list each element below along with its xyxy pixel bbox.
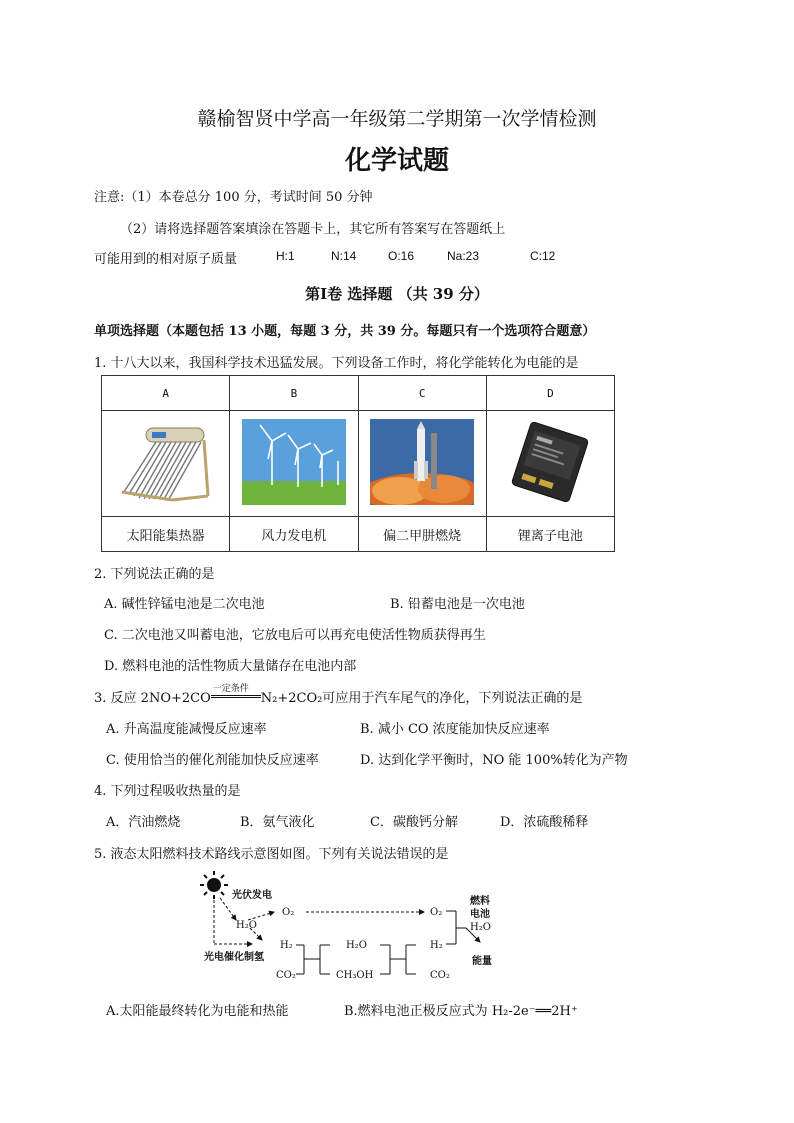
diagram-energy: 能量 — [472, 956, 492, 967]
diagram-photo-label: 光电催化制氢 — [204, 952, 264, 963]
q4-option-c: C．碳酸钙分解 — [370, 815, 458, 830]
diagram-fuel-cell-1: 燃料 — [470, 896, 490, 907]
diagram-o2-right: O₂ — [430, 907, 443, 918]
q1-option-image-a — [102, 411, 230, 517]
sun-icon — [200, 871, 228, 899]
wind-turbine-icon — [242, 419, 346, 505]
note-2: （2）请将选择题答案填涂在答题卡上，其它所有答案写在答题纸上 — [120, 222, 506, 237]
q1-option-caption-c: 偏二甲肼燃烧 — [358, 517, 486, 552]
q2-option-b: B. 铅蓄电池是一次电池 — [390, 597, 525, 612]
solar-fuel-diagram — [196, 868, 506, 984]
q1-options-table — [101, 375, 615, 552]
diagram-o2-left: O₂ — [282, 907, 295, 918]
q1-option-letter-b: B — [230, 376, 358, 411]
atomic-mass-o: O:16 — [388, 249, 415, 263]
q3-stem — [94, 684, 583, 706]
q2-stem: 2. 下列说法正确的是 — [94, 567, 215, 582]
atomic-mass-h: H:1 — [276, 249, 295, 263]
q3-stem-prefix: 3. 反应 2NO+2CO — [94, 691, 211, 706]
q3-option-c: C. 使用恰当的催化剂能加快反应速率 — [106, 753, 319, 768]
q5-stem: 5. 液态太阳燃料技术路线示意图如图。下列有关说法错误的是 — [94, 847, 449, 862]
diagram-fuel-cell-2: 电池 — [470, 909, 490, 920]
diagram-h2-left: H₂ — [280, 940, 293, 951]
diagram-h2-right: H₂ — [430, 940, 443, 951]
q3-option-d: D. 达到化学平衡时，NO 能 100%转化为产物 — [360, 753, 628, 768]
q2-option-a: A. 碱性锌锰电池是二次电池 — [104, 597, 265, 612]
q1-option-image-b — [230, 411, 358, 517]
q1-option-caption-b: 风力发电机 — [230, 517, 358, 552]
q1-option-letter-d: D — [486, 376, 614, 411]
q2-option-c: C. 二次电池又叫蓄电池，它放电后可以再充电使活性物质获得再生 — [104, 628, 486, 643]
q1-option-image-c — [358, 411, 486, 517]
note-1: 注意:（1）本卷总分 100 分，考试时间 50 分钟 — [94, 190, 373, 205]
solar-heater-icon — [116, 422, 216, 502]
q1-option-letter-c: C — [358, 376, 486, 411]
diagram-h2o-left: H₂O — [236, 920, 257, 931]
diagram-co2-right: CO₂ — [430, 970, 450, 981]
battery-icon — [500, 419, 600, 505]
rocket-launch-icon — [370, 419, 474, 505]
q3-condition-arrow — [211, 684, 261, 702]
diagram-h2o-mid: H₂O — [346, 940, 367, 951]
q4-option-d: D．浓硫酸稀释 — [500, 815, 589, 830]
atomic-mass-na: Na:23 — [447, 249, 480, 263]
diagram-h2o-right: H₂O — [470, 922, 491, 933]
q3-stem-suffix: N₂+2CO₂可应用于汽车尾气的净化，下列说法正确的是 — [260, 691, 583, 706]
q3-option-a: A. 升高温度能减慢反应速率 — [106, 722, 267, 737]
q2-option-d: D. 燃料电池的活性物质大量储存在电池内部 — [104, 659, 357, 674]
diagram-co2-left: CO₂ — [276, 970, 296, 981]
q1-stem: 1. 十八大以来，我国科学技术迅猛发展。下列设备工作时，将化学能转化为电能的是 — [94, 356, 579, 371]
q5-option-b: B.燃料电池正极反应式为 H₂-2e⁻══2H⁺ — [344, 1004, 578, 1019]
q4-stem: 4. 下列过程吸收热量的是 — [94, 784, 241, 799]
q5-option-a: A.太阳能最终转化为电能和热能 — [106, 1004, 289, 1019]
section-title: 第Ⅰ卷 选择题 （共 39 分） — [305, 285, 489, 303]
atomic-label: 可能用到的相对原子质量 — [94, 252, 238, 267]
q3-condition-text: 一定条件 — [212, 684, 249, 694]
section-instructions: 单项选择题（本题包括 13 小题，每题 3 分，共 39 分。每题只有一个选项符合题意） — [94, 324, 596, 339]
exam-subtitle: 化学试题 — [344, 146, 449, 176]
q4-option-b: B．氨气液化 — [240, 815, 315, 830]
exam-title: 赣榆智贤中学高一年级第二学期第一次学情检测 — [197, 108, 597, 130]
q3-option-b: B. 减小 CO 浓度能加快反应速率 — [360, 722, 550, 737]
atomic-mass-c: C:12 — [530, 249, 556, 263]
q1-option-image-d — [486, 411, 614, 517]
q1-option-caption-d: 锂离子电池 — [486, 517, 614, 552]
diagram-pv-label: 光伏发电 — [232, 890, 272, 901]
q1-option-caption-a: 太阳能集热器 — [102, 517, 230, 552]
q1-option-letter-a: A — [102, 376, 230, 411]
diagram-ch3oh: CH₃OH — [336, 970, 374, 981]
q4-option-a: A．汽油燃烧 — [106, 815, 181, 830]
atomic-mass-n: N:14 — [331, 249, 357, 263]
